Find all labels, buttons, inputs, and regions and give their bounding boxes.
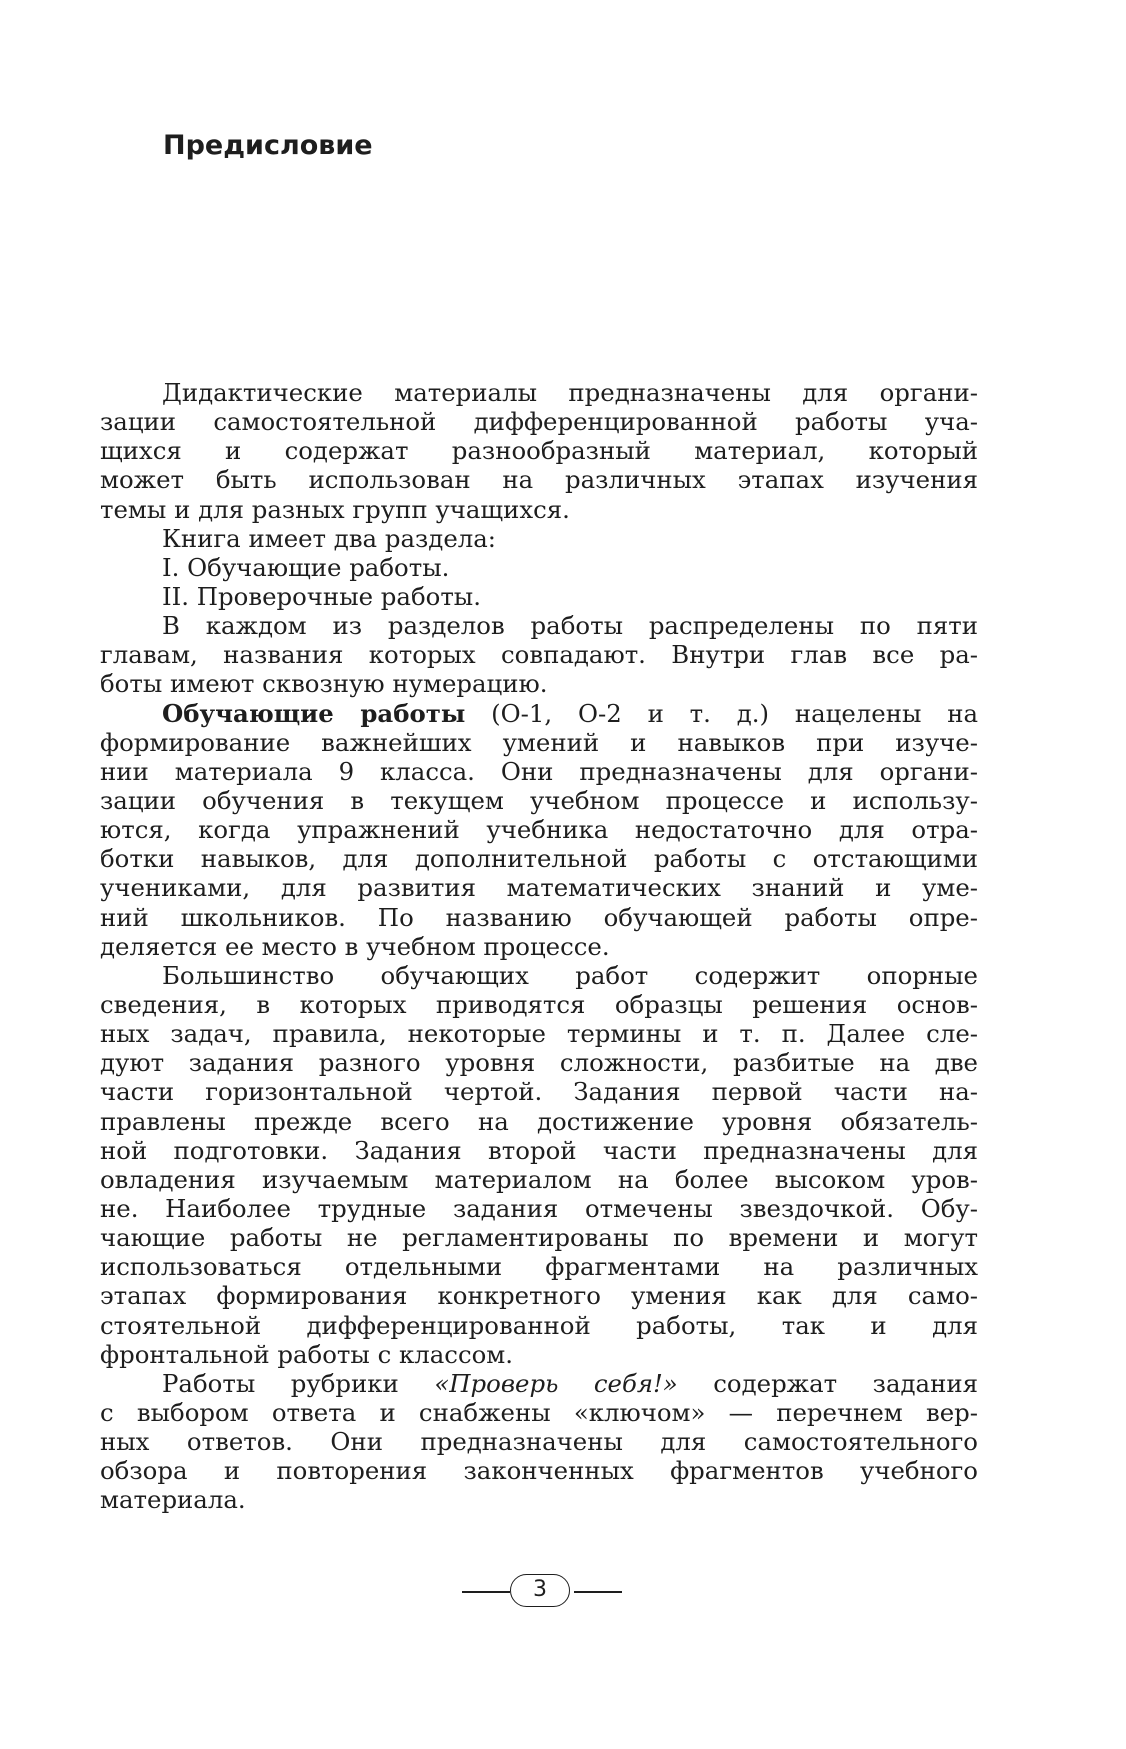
- line-text: части горизонтальной чертой. Задания первой части на-: [100, 1077, 978, 1107]
- text-line: [100, 1340, 978, 1369]
- line-text: овладения изучаемым материалом на более высоком уров-: [100, 1164, 978, 1194]
- text-line: [100, 786, 978, 815]
- line-text: I. Обучающие работы.: [162, 552, 450, 582]
- text-line: [100, 1369, 978, 1398]
- text-line: [100, 961, 978, 990]
- line-text: ной подготовки. Задания второй части предназначены для: [100, 1135, 978, 1165]
- text-line: [100, 815, 978, 844]
- line-text: (О-1, О-2 и т. д.) нацелены на: [465, 698, 979, 728]
- text-line: [100, 582, 978, 611]
- line-text: зации обучения в текущем учебном процессе и использу-: [100, 785, 978, 815]
- line-text: щихся и содержат разнообразный материал, который: [100, 436, 978, 466]
- preface-body: [100, 378, 978, 1514]
- line-text: использоваться отдельными фрагментами на различных: [100, 1252, 978, 1282]
- text-line: [100, 990, 978, 1019]
- line-text: зации самостоятельной дифференцированной работы уча-: [100, 407, 978, 437]
- line-text: учениками, для развития математических знаний и уме-: [100, 873, 978, 903]
- line-text: нии материала 9 класса. Они предназначены для органи-: [100, 756, 978, 786]
- line-text: формирование важнейших умений и навыков при изуче-: [100, 727, 978, 757]
- line-text: В каждом из разделов работы распределены по пяти: [162, 611, 978, 641]
- text-line: [100, 1252, 978, 1281]
- page-heading: Предисловие: [163, 130, 373, 161]
- line-text: деляется ее место в учебном процессе.: [100, 931, 610, 961]
- bold-term: Обучающие работы: [162, 698, 466, 728]
- line-text: Книга имеет два раздела:: [162, 523, 497, 553]
- line-text: Дидактические материалы предназначены для органи-: [162, 378, 978, 407]
- text-line: [100, 524, 978, 553]
- folio-rule-left: [462, 1591, 510, 1593]
- line-text: обзора и повторения законченных фрагментов учебного: [100, 1456, 978, 1486]
- text-line: [100, 1019, 978, 1048]
- line-text: темы и для разных групп учащихся.: [100, 494, 570, 524]
- line-text: II. Проверочные работы.: [162, 581, 481, 611]
- text-line: [100, 1194, 978, 1223]
- text-line: [100, 728, 978, 757]
- line-text: Работы рубрики: [162, 1368, 435, 1398]
- line-text: правлены прежде всего на достижение уровня обязатель-: [100, 1106, 978, 1136]
- folio-rule-right: [574, 1591, 622, 1593]
- text-line: [100, 932, 978, 961]
- line-text: дуют задания разного уровня сложности, разбитые на две: [100, 1048, 978, 1078]
- line-text: ются, когда упражнений учебника недостаточно для отра-: [100, 815, 978, 845]
- text-line: [100, 1048, 978, 1077]
- line-text: с выбором ответа и снабжены «ключом» — перечнем вер-: [100, 1397, 978, 1427]
- text-line: [100, 611, 978, 640]
- text-line: [100, 407, 978, 436]
- text-line: [100, 495, 978, 524]
- text-line: [100, 1281, 978, 1310]
- text-line: [100, 1398, 978, 1427]
- line-text: этапах формирования конкретного умения как для само-: [100, 1281, 978, 1311]
- text-line: [100, 1427, 978, 1456]
- text-line: [100, 465, 978, 494]
- line-text: боты имеют сквозную нумерацию.: [100, 669, 548, 699]
- page-number-folio: [462, 1572, 622, 1612]
- text-line: [100, 1136, 978, 1165]
- text-line: [100, 640, 978, 669]
- line-text: материала.: [100, 1485, 246, 1515]
- text-line: [100, 1485, 978, 1514]
- text-line: [100, 844, 978, 873]
- text-line: [100, 699, 978, 728]
- line-text: ных ответов. Они предназначены для самостоятельного: [100, 1427, 978, 1457]
- page-number: 3: [510, 1574, 570, 1607]
- line-text: ний школьников. По названию обучающей работы опре-: [100, 902, 978, 932]
- text-line: [100, 378, 978, 407]
- text-line: [100, 1456, 978, 1485]
- text-line: [100, 1107, 978, 1136]
- text-line: [100, 903, 978, 932]
- text-line: [100, 1223, 978, 1252]
- line-text: может быть использован на различных этапах изучения: [100, 465, 978, 495]
- line-text: чающие работы не регламентированы по времени и могут: [100, 1223, 978, 1253]
- text-line: [100, 1311, 978, 1340]
- line-text: сведения, в которых приводятся образцы решения основ-: [100, 989, 978, 1019]
- line-text: стоятельной дифференцированной работы, так и для: [100, 1310, 978, 1340]
- text-line: [100, 669, 978, 698]
- line-text: ботки навыков, для дополнительной работы с отстающими: [100, 844, 978, 874]
- line-text: главам, названия которых совпадают. Внутри глав все ра-: [100, 640, 978, 670]
- text-line: [100, 1077, 978, 1106]
- italic-term: «Проверь себя!»: [434, 1368, 678, 1398]
- line-text: Большинство обучающих работ содержит опорные: [162, 960, 978, 990]
- text-line: [100, 436, 978, 465]
- line-text-after: содержат задания: [677, 1368, 978, 1398]
- text-line: [100, 873, 978, 902]
- text-line: [100, 1165, 978, 1194]
- line-text: фронтальной работы с классом.: [100, 1339, 514, 1369]
- text-line: [100, 757, 978, 786]
- line-text: ных задач, правила, некоторые термины и т. п. Далее сле-: [100, 1019, 978, 1049]
- line-text: не. Наиболее трудные задания отмечены звездочкой. Обу-: [100, 1193, 978, 1223]
- text-line: [100, 553, 978, 582]
